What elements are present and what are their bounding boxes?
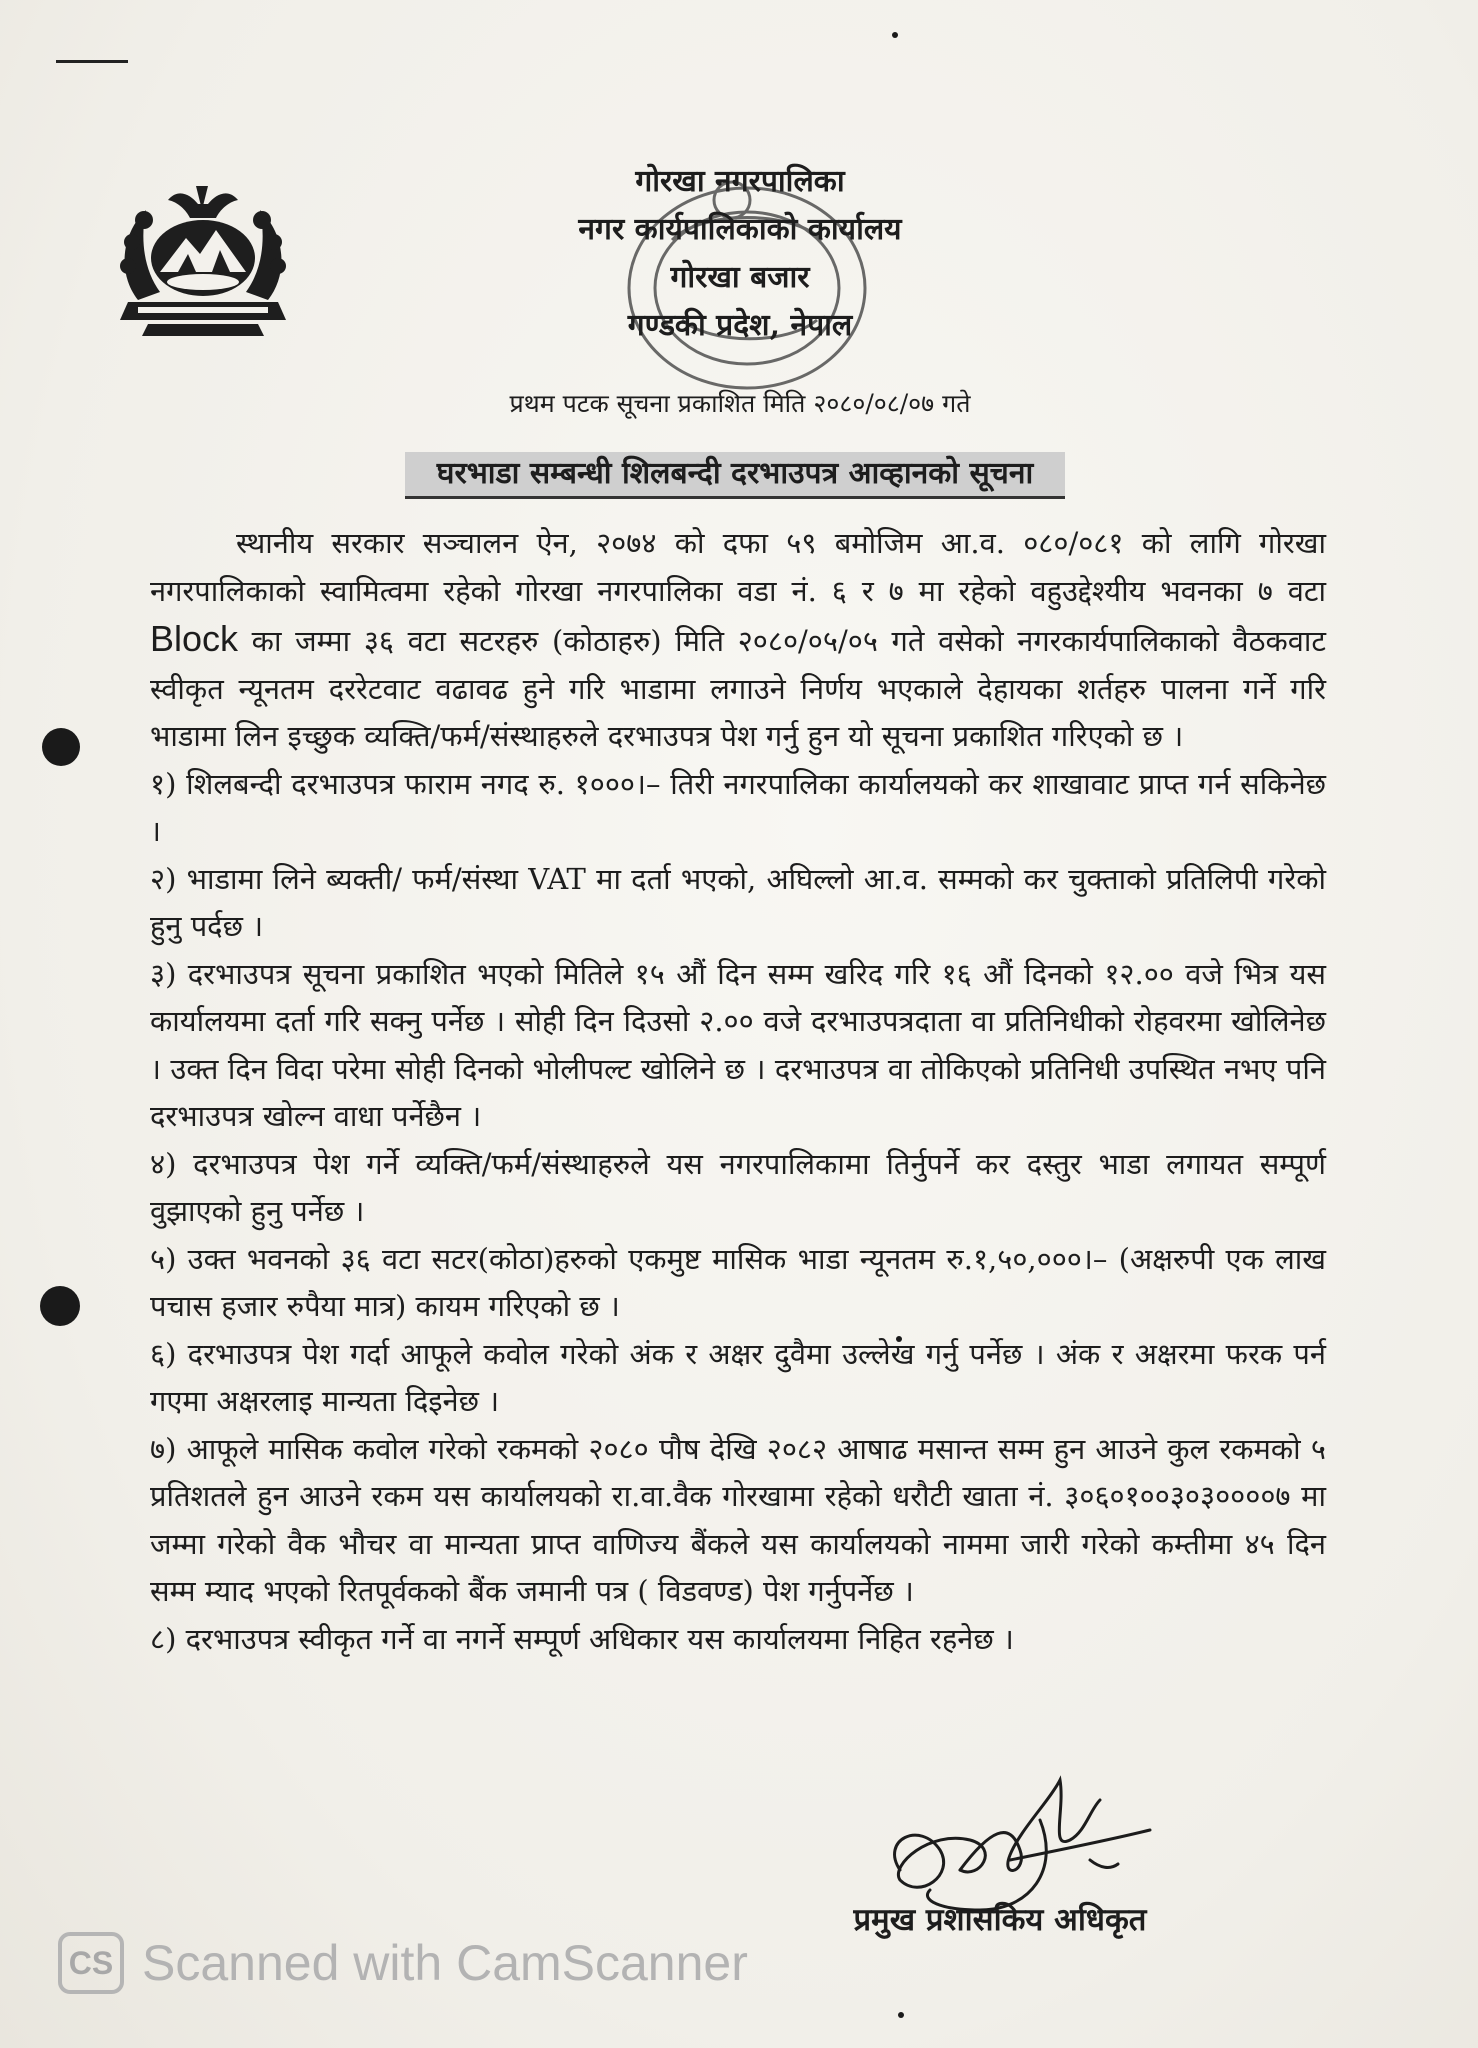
intro-text-2: का जम्मा ३६ वटा सटरहरु (कोठाहरु) मिति २०८०/०५/०५ गते वसेको नगरकार्यपालिकाको वैठकवाट स्वीकृत न्यूनतम दररेटवाट वढावढ हुने गरि भाडामा लगाउने निर्णय भएकाले देहायका शर्तहरु पालना गर्ने गरि भाडामा लिन इच्छुक व्यक्ति/फर्म/संस्थाहरुले दरभाउपत्र पेश गर्नु हुन यो सूचना प्रकाशित गरिएको छ । bbox=[150, 624, 1326, 753]
speck bbox=[898, 2012, 904, 2018]
condition-item: ८) दरभाउपत्र स्वीकृत गर्ने वा नगर्ने सम्पूर्ण अधिकार यस कार्यालयमा निहित रहनेछ । bbox=[150, 1621, 1014, 1656]
municipality-name: गोरखा नगरपालिका bbox=[635, 164, 845, 199]
camscanner-watermark bbox=[58, 1928, 748, 1998]
camscanner-text: Scanned with CamScanner bbox=[142, 1935, 748, 1991]
speck bbox=[892, 32, 898, 38]
intro-paragraph bbox=[150, 520, 1326, 761]
intro-text-1: स्थानीय सरकार सञ्चालन ऐन, २०७४ को दफा ५९ बमोजिम आ.व. ०८०/०८१ को लागि गोरखा नगरपालिकाको स्वामित्वमा रहेको गोरखा नगरपालिका वडा नं. ६ र ७ मा रहेको वहुउद्देश्यीय भवनका ७ वटा bbox=[150, 526, 1326, 608]
camscanner-logo-icon: CS bbox=[58, 1932, 124, 1994]
notice-title: घरभाडा सम्बन्धी शिलबन्दी दरभाउपत्र आव्हानको सूचना bbox=[405, 452, 1065, 499]
condition-item: ६) दरभाउपत्र पेश गर्दा आफूले कवोल गरेको अंक र अक्षर दुवैमा उल्लेख गर्नु पर्नेछ । अंक र अक्षरमा फरक पर्न गएमा अक्षरलाइ मान्यता दिइनेछ । bbox=[150, 1336, 1326, 1418]
punch-hole bbox=[42, 728, 80, 766]
signatory-title: प्रमुख प्रशासकिय अधिकृत bbox=[853, 1902, 1147, 1938]
province-name: गण्डकी प्रदेश, नेपाल bbox=[627, 308, 853, 343]
condition-item: ७) आफूले मासिक कवोल गरेको रकमको २०८० पौष देखि २०८२ आषाढ मसान्त सम्म हुन आउने कुल रकमको ५ प्रतिशतले हुन आउने रकम यस कार्यालयको रा.वा.वैक गोरखामा रहेको धरौटी खाता नं. ३०६०१००३०३००००७ मा जम्मा गरेको वैक भौचर वा मान्यता प्राप्त वाणिज्य बैंकले यस कार्यालयको नाममा जारी गरेको कम्तीमा ४५ दिन सम्म म्याद भएको रितपूर्वकको बैंक जमानी पत्र ( विडवण्ड) पेश गर्नुपर्नेछ । bbox=[150, 1431, 1326, 1608]
condition-item: ३) दरभाउपत्र सूचना प्रकाशित भएको मितिले १५ औं दिन सम्म खरिद गरि १६ औं दिनको १२.०० वजे भित्र यस कार्यालयमा दर्ता गरि सक्नु पर्नेछ । सोही दिन दिउसो २.०० वजे दरभाउपत्रदाता वा प्रतिनिधीको रोहवरमा खोलिनेछ । उक्त दिन विदा परेमा सोही दिनको भोलीपल्ट खोलिने छ । दरभाउपत्र वा तोकिएको प्रतिनिधी उपस्थित नभए पनि दरभाउपत्र खोल्न वाधा पर्नेछैन । bbox=[150, 956, 1326, 1133]
office-header bbox=[470, 158, 1010, 350]
publication-date: प्रथम पटक सूचना प्रकाशित मिति २०८०/०८/०७ गते bbox=[509, 389, 971, 418]
condition-item: ४) दरभाउपत्र पेश गर्ने व्यक्ति/फर्म/संस्थाहरुले यस नगरपालिकामा तिर्नुपर्ने कर दस्तुर भाडा लगायत सम्पूर्ण वुझाएको हुनु पर्नेछ । bbox=[150, 1146, 1326, 1228]
condition-item: १) शिलबन्दी दरभाउपत्र फाराम नगद रु. १०००।– तिरी नगरपालिका कार्यालयको कर शाखावाट प्राप्त गर्न सकिनेछ । bbox=[150, 766, 1326, 848]
nepal-emblem-icon bbox=[108, 180, 298, 340]
intro-block-word: Block bbox=[150, 618, 239, 659]
office-name: नगर कार्यपालिकाको कार्यालय bbox=[578, 212, 902, 247]
office-location: गोरखा बजार bbox=[670, 260, 810, 295]
notice-body bbox=[150, 520, 1326, 1663]
condition-item: २) भाडामा लिने ब्यक्ती/ फर्म/संस्था VAT मा दर्ता भएको, अघिल्लो आ.व. सम्मको कर चुक्ताको प्रतिलिपी गरेको हुनु पर्दछ । bbox=[150, 861, 1326, 943]
condition-item: ५) उक्त भवनको ३६ वटा सटर(कोठा)हरुको एकमुष्ट मासिक भाडा न्यूनतम रु.१,५०,०००।– (अक्षरुपी एक लाख पचास हजार रुपैया मात्र) कायम गरिएको छ । bbox=[150, 1241, 1326, 1323]
corner-mark bbox=[56, 60, 128, 63]
punch-hole bbox=[40, 1286, 80, 1326]
